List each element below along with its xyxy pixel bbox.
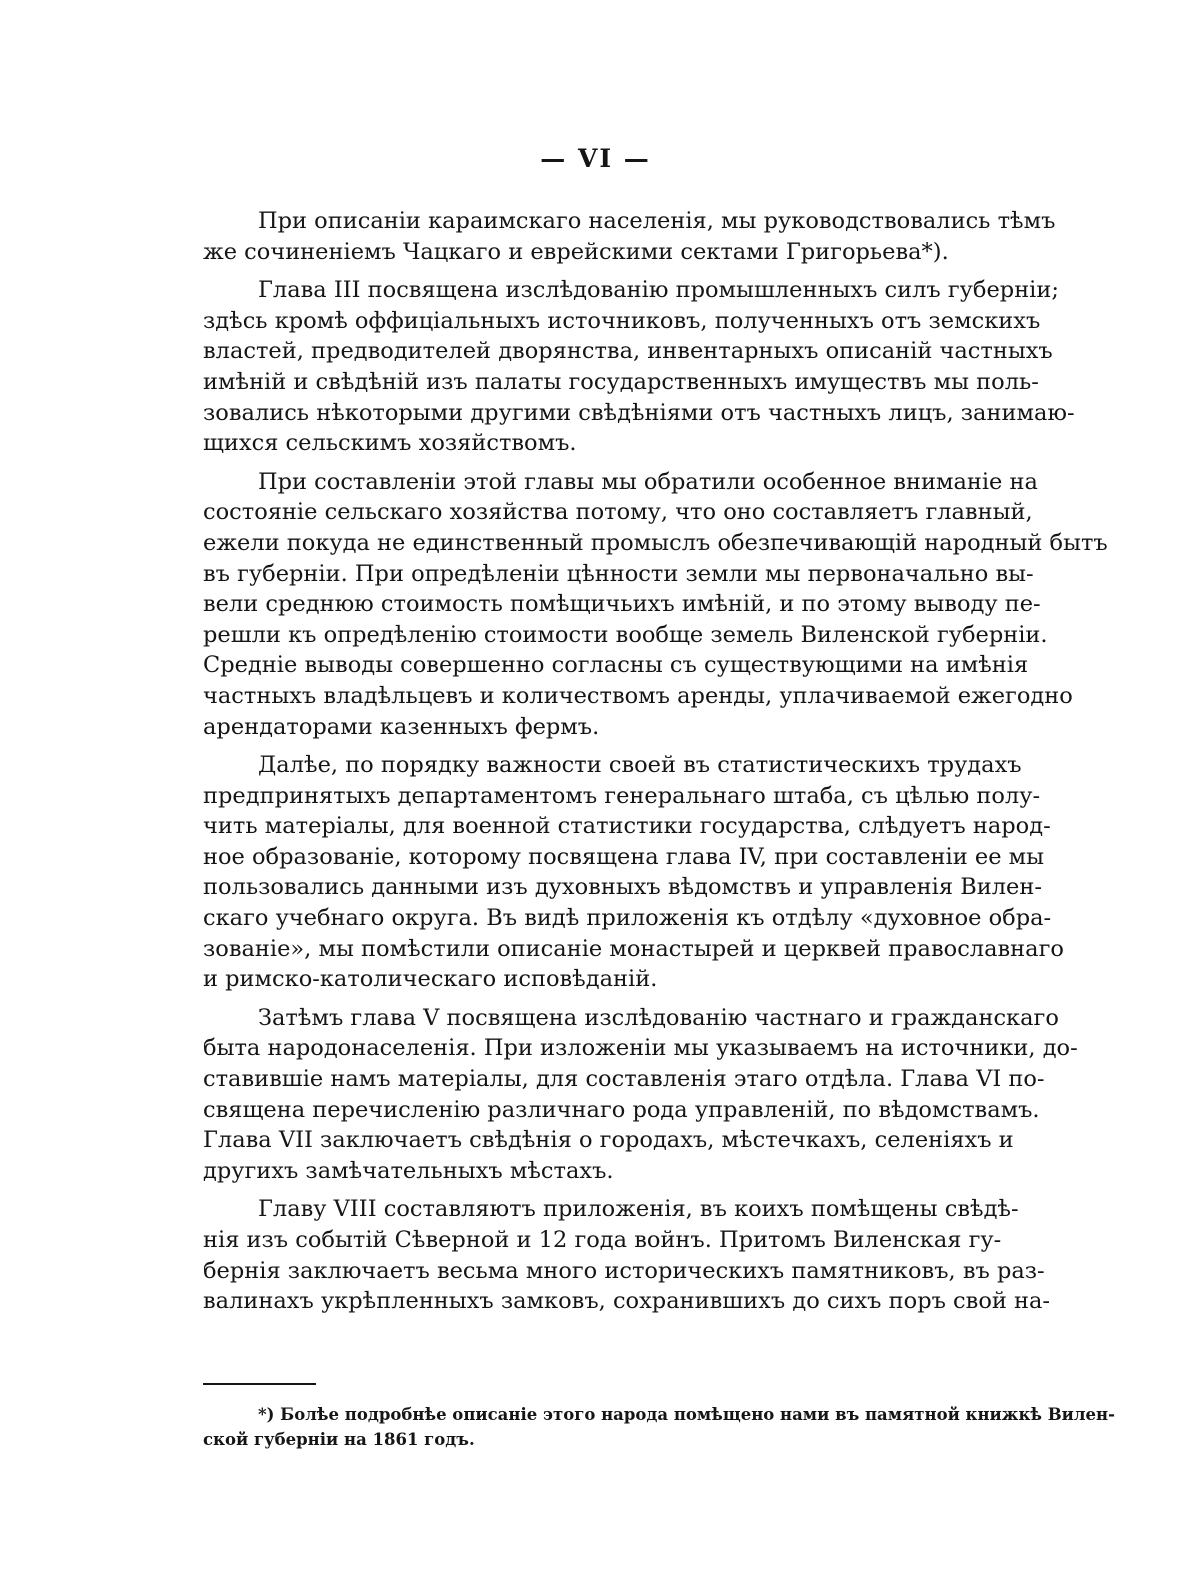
text-line: другихъ замѣчательныхъ мѣстахъ. [203, 1157, 614, 1184]
text-line: здѣсь кромѣ оффиціальныхъ источниковъ, полученныхъ отъ земскихъ [203, 307, 1041, 334]
text-line: нія изъ событій Сѣверной и 12 года войнъ. Притомъ Виленская гу- [203, 1227, 1002, 1253]
text-line: Главу VIII составляютъ приложенія, въ коихъ помѣщены свѣдѣ- [258, 1196, 1019, 1223]
text-line: зовались нѣкоторыми другими свѣдѣніями отъ частныхъ лицъ, занимаю- [203, 399, 1075, 426]
text-line: властей, предводителей дворянства, инвентарныхъ описаній частныхъ [203, 338, 1053, 365]
text-line: щихся сельскимъ хозяйствомъ. [203, 430, 577, 457]
text-line: имѣній и свѣдѣній изъ палаты государственныхъ имуществъ мы поль- [203, 368, 1039, 395]
text-line: бернія заключаетъ весьма много историческихъ памятниковъ, въ раз- [203, 1257, 1045, 1284]
text-line: въ губерніи. При опредѣленіи цѣнности земли мы первоначально вы- [203, 560, 1034, 587]
text-line: ежели покуда не единственный промыслъ обезпечивающій народный бытъ [203, 529, 1108, 556]
main-text [203, 206, 1108, 1325]
paragraph-education [203, 750, 1064, 995]
paragraph-agriculture [203, 467, 1108, 742]
text-line: и римско-католическаго исповѣданій. [203, 966, 658, 993]
text-line: При описаніи караимскаго населенія, мы руководствовались тѣмъ [258, 208, 1056, 234]
text-line: быта народонаселенія. При изложеніи мы указываемъ на источники, до- [203, 1035, 1078, 1062]
text-line: Глава VII заключаетъ свѣдѣнія о городахъ, мѣстечкахъ, селеніяхъ и [203, 1127, 1014, 1154]
text-line: ставившіе намъ матеріалы, для составленія этаго отдѣла. Глава VI по- [203, 1066, 1045, 1093]
text-line: состояніе сельскаго хозяйства потому, что оно составляетъ главный, [203, 499, 1033, 526]
text-line: скаго учебнаго округа. Въ видѣ приложенія къ отдѣлу «духовное обра- [203, 905, 1052, 932]
paragraph-chapter-3 [203, 275, 1075, 459]
text-line: вели среднюю стоимость помѣщичьихъ имѣній, и по этому выводу пе- [203, 591, 1041, 618]
text-line: ное образованіе, которому посвящена глава IV, при составленіи ее мы [203, 843, 1045, 870]
text-line: пользовались данными изъ духовныхъ вѣдомствъ и управленія Вилен- [203, 874, 1042, 901]
footnote-line: ской губерніи на 1861 годъ. [203, 1430, 475, 1449]
paragraph-chapters-5-7 [203, 1003, 1078, 1187]
text-line: При составленіи этой главы мы обратили особенное вниманіе на [258, 468, 1038, 495]
paragraph-chapter-8 [203, 1194, 1051, 1316]
page-number: — VI — [540, 144, 651, 173]
text-line: арендаторами казенныхъ фермъ. [203, 713, 600, 740]
text-line: решли къ опредѣленію стоимости вообще земель Виленской губерніи. [203, 621, 1048, 648]
text-line: частныхъ владѣльцевъ и количествомъ аренды, уплачиваемой ежегодно [203, 682, 1073, 709]
text-line: же сочиненіемъ Чацкаго и еврейскими сектами Григорьева*). [203, 238, 949, 265]
text-line: чить матеріалы, для военной статистики государства, слѣдуетъ народ- [203, 813, 1051, 840]
paragraph-karaim [203, 206, 1056, 267]
text-line: Затѣмъ глава V посвящена изслѣдованію частнаго и гражданскаго [258, 1004, 1059, 1031]
text-line: Средніе выводы совершенно согласны съ существующими на имѣнія [203, 652, 1029, 679]
text-line: предпринятыхъ департаментомъ генеральнаго штаба, съ цѣлью полу- [203, 782, 1041, 809]
text-line: зованіе», мы помѣстили описаніе монастырей и церквей православнаго [203, 935, 1064, 962]
text-line: валинахъ укрѣпленныхъ замковъ, сохранившихъ до сихъ поръ свой на- [203, 1288, 1051, 1315]
text-line: Далѣе, по порядку важности своей въ статистическихъ трудахъ [258, 752, 1022, 779]
footnote [203, 1402, 1115, 1452]
footnote-line: *) Болѣе подробнѣе описаніе этого народа помѣщено нами въ памятной книжкѣ Вилен- [258, 1405, 1115, 1424]
text-line: священа перечисленію различнаго рода управленій, по вѣдомствамъ. [203, 1096, 1040, 1123]
text-line: Глава III посвящена изслѣдованію промышленныхъ силъ губерніи; [258, 277, 1059, 304]
footnote-divider [203, 1383, 316, 1385]
